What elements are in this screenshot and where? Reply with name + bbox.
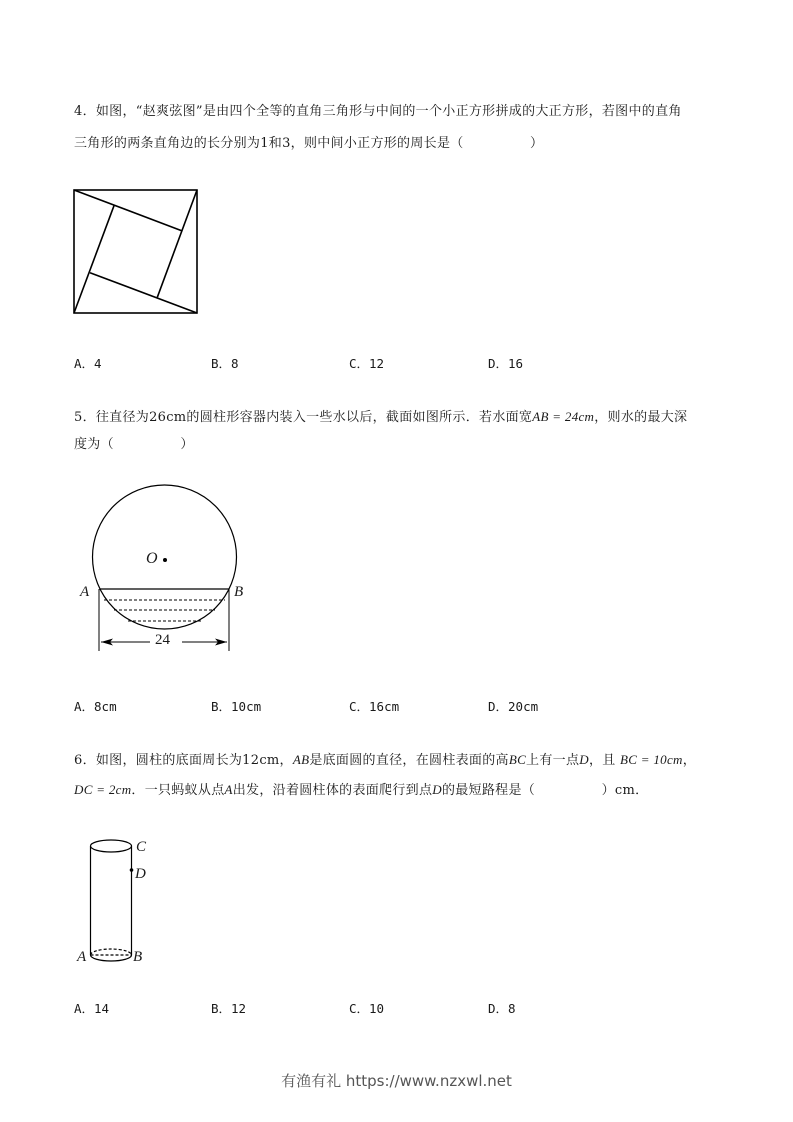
question-5-math-ab: AB = 24cm — [532, 409, 595, 424]
question-4-text-line1: 4．如图，“赵爽弦图”是由四个全等的直角三角形与中间的一个小正方形拼成的大正方形，若图中的直角 — [74, 104, 682, 119]
math-a: A — [224, 782, 233, 797]
footer-watermark: 有渔有礼 https://www.nzxwl.net — [281, 1072, 512, 1090]
question-5-option-d[interactable]: D．20cm — [488, 699, 539, 714]
question-4-option-d[interactable]: D．16 — [488, 356, 524, 371]
question-5-option-c[interactable]: C．16cm — [349, 699, 400, 714]
question-5-text-line1 — [74, 409, 687, 426]
question-5-text-a: 5．往直径为26cm的圆柱形容器内装入一些水以后，截面如图所示．若水面宽 — [74, 410, 533, 425]
math-d2: D — [432, 782, 442, 797]
center-label-o: O — [146, 550, 158, 567]
point-label-a-cyl: A — [77, 949, 87, 965]
question-4-option-b[interactable]: B．8 — [211, 356, 239, 371]
question-6-option-b[interactable]: B．12 — [211, 1001, 247, 1016]
question-5-option-a[interactable]: A．8cm — [74, 699, 117, 714]
math-d: D — [579, 752, 589, 767]
question-6-text-e: ， — [682, 753, 697, 768]
question-4-text-line2: 三角形的两条直角边的长分别为1和3，则中间小正方形的周长是（ ） — [74, 136, 544, 151]
question-6-text-a: 6．如图，圆柱的底面周长为12cm， — [74, 753, 293, 768]
point-label-a: A — [80, 584, 90, 600]
question-6-option-d[interactable]: D．8 — [488, 1001, 516, 1016]
point-label-b: B — [234, 584, 244, 600]
width-label-24: 24 — [155, 632, 170, 648]
question-5-option-b[interactable]: B．10cm — [211, 699, 262, 714]
point-label-d: D — [135, 866, 146, 882]
math-bc-10cm: BC = 10cm — [620, 752, 683, 767]
question-6-text-h: 的最短路程是（ ）cm． — [441, 783, 649, 798]
question-6-text-line2 — [74, 782, 648, 799]
question-6-text-g: 出发，沿着圆柱体的表面爬行到点 — [232, 783, 433, 798]
question-5-text-b: ，则水的最大深 — [594, 410, 688, 425]
point-label-b-cyl: B — [133, 949, 143, 965]
question-6-text-b: 是底面圆的直径，在圆柱表面的高 — [309, 753, 509, 768]
question-4-option-c[interactable]: C．12 — [349, 356, 385, 371]
question-6-text-d: ，且 — [588, 753, 616, 768]
question-6-text-c: 上有一点 — [526, 753, 580, 768]
question-6-option-a[interactable]: A．14 — [74, 1001, 110, 1016]
question-6-option-c[interactable]: C．10 — [349, 1001, 385, 1016]
math-dc-2cm: DC = 2cm — [74, 782, 132, 797]
point-label-c: C — [136, 839, 147, 855]
question-5-text-line2: 度为（ ） — [74, 437, 194, 452]
question-6-text-line1 — [74, 752, 696, 769]
math-ab: AB — [292, 752, 310, 767]
question-4-option-a[interactable]: A．4 — [74, 356, 102, 371]
question-6-text-f: ．一只蚂蚁从点 — [131, 783, 225, 798]
math-bc: BC — [508, 752, 527, 767]
